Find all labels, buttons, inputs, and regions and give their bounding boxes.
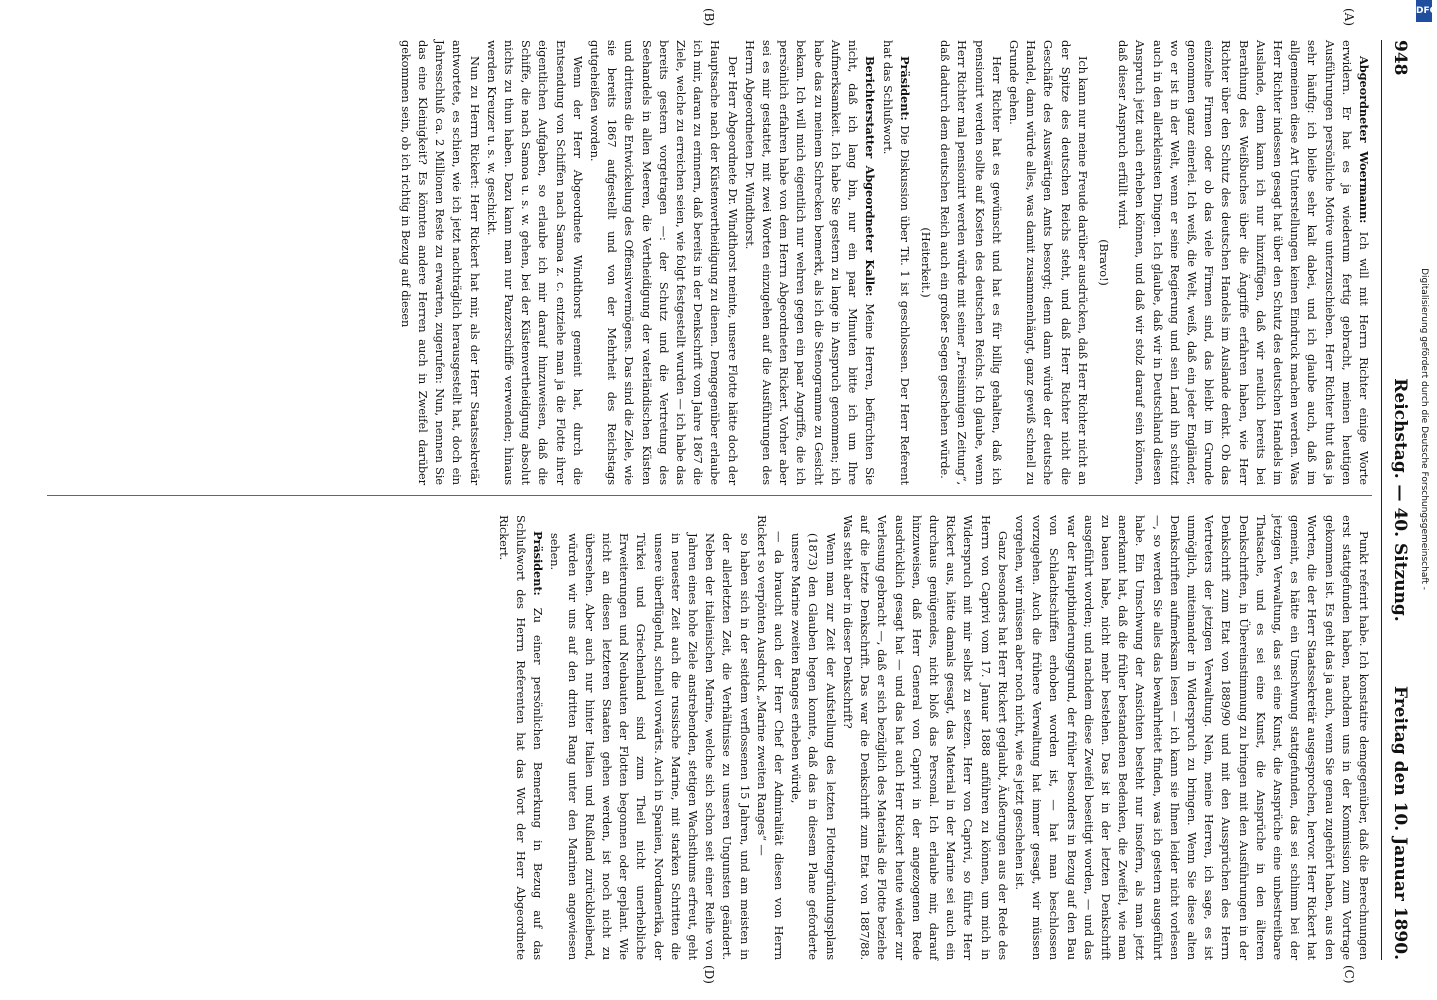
paragraph [936,40,1005,485]
header-rule [1381,40,1382,960]
paragraph-text: (Bravo!) [1096,239,1111,286]
paragraph-text: Der Herr Abgeordnete Dr. Windthorst meinte, unsere Flotte hätte doch der Hauptsache nach der Küstenvertheidigung zu dienen. Demgegenüber erlaube ich mir, daran zu erinnern, daß bereits in der Denkschrift vom Jahre 1867 die Ziele, welche zu erreichen seien, wie folgt festgestellt wurden — ich habe das bereits gestern vorgetragen —: der Schutz und die Vertretung des Seehandels in allen Meeren, die Vertheidigung der vaterländischen Küsten und drittens die Entwickelung des Offensivvermögens. Das sind die Ziele, wie sie bereits 1867 aufgestellt und von der Mehrheit des Reichstags gutgeheißen worden. [588,40,740,485]
paragraph-text: Wenn man zur Zeit der Aufstellung des letzten Flottengründungsplans (1873) den Glauben hegen konnte, daß das in diesem Plane geforderte unsere Marine zweiten Ranges erheben würde, [789,533,838,960]
paragraph [741,40,879,485]
left-column [397,40,1372,485]
paragraph [483,40,586,485]
margin-mark-a: (A) [1342,8,1356,27]
speaker-name: Präsident: [531,531,546,596]
paragraph-text: Wenn der Herr Abgeordnete Windthorst gemeint hat, durch die Entsendung von Schiffen nach Samoa z. c. entziehe man ja die Flotte ihrer eigentlichen Aufgaben, so erlaube ich mir darauf hinzuweisen, daß die Schiffe, die nach Samoa u. s. w. gehen, bei der Küstenvertheidigung absolut nichts zu thun haben. Dazu kann man nur Panzerschiffe verwenden; hinaus werden Kreuzer u. s. w. geschickt. [484,40,585,485]
paragraph-text: Punkt referirt habe. Ich konstatire demgegenüber, daß die Berechnungen erst stattgefunden haben, nachdem uns in der Kommission zum Vortrage gekommen ist. Es geht das ja auch, wenn Sie genau zugehört haben, aus den Worten, die der Herr Staatssekretär ausgesprochen, hervor. Herr Rickert hat gemeint, es hätte ein Umschwung stattgefunden, das sei schlimm bei der jetzigen Verwaltung, das sei eine Kunst, die Ansprüche eine unbestreitbare Thatsache, und es sei eine Kunst, die Ansprüche in den älteren Denkschriften, in Übereinstimmung zu bringen mit den Ausführungen in der Denkschrift zum Etat von 1889/90 und mit den Aussprüchen des Herrn Vertreters der jetzigen Verwaltung. Nein, meine Herren, ich sage, es ist unmöglich, miteinander in Widerspruch zu bringen. Wenn Sie diese alten Denkschriften aufmerksam lesen — ich kann sie Ihnen leider nicht vorlesen —, so werden Sie alles das bewahrheitet finden, was ich gestern ausgeführt habe. Ein Umschwung der Ansichten besteht nur insofern, als man jetzt anerkannt hat, daß die früher bestandenen Bedenken, die Zweifel, wie man zu bauen habe, nicht mehr bestehen. Das ist in der letzten Denkschrift ausgeführt worden; und nachdem diese Zweifel beseitigt worden, — und das war der Hauptbinderungsgrund, der früher besonders in Bezug auf den Bau von Schlachtschiffen erhoben worden ist, — hat man beschlossen vorzugehen. Auch die frühere Verwaltung hat immer gesagt, wir müssen vorgehen, wir müssen aber noch nicht, wie es jetzt geschehen ist. [1012,515,1371,960]
dfg-logo: DFG [1416,0,1432,22]
paragraph-text: Ich kann nur meine Freude darüber ausdrücken, daß Herr Richter nicht an der Spitze des deutschen Reichs steht, und daß Herr Richter nicht die Geschäfte des Auswärtigen Amts besorgt; denn dann würde der deutsche Handel, dann würde alles, was damit zusammenhängt, ganz gewiß schnell zu Grunde gehen. [1006,40,1090,485]
paragraph [495,515,547,960]
paragraph [917,40,934,485]
speaker-name: Berichterstatter Abgeordneter Kalle: [863,56,878,297]
paragraph-text: (Heiterkeit.) [918,227,933,298]
paragraph-text: Nun zu Herrn Rickert: Herr Rickert hat mir, als der Herr Staatssekretär antwortete, es schien, wie ich jetzt nachträglich herausgestellt hat, doch ein Jahresschluß ca. 2 Millionen Reste zu erwarten, zugerufen: Nun, nennen Sie das eine Kleinigkeit? Es könnten andere Herren auch in Zweifel darüber gekommen sein, ob ich richtig in Bezug auf diesen [398,40,482,485]
paragraph-text: Herr Richter hat es gewünscht und hat es für billig gehalten, daß ich pensionirt werden sollte auf Kosten des deutschen Reichs. Ich glaube, wenn Herr Richter mal pensionirt werden würde mit seiner „Freisinnigen Zeitung“, daß dadurch dem deutschen Reich auch ein großer Segen geschehen würde. [938,40,1004,485]
paragraph-text: Ganz besonders hat Herr Rickert geglaubt, Äußerungen aus der Rede des Herrn von Caprivi vom 17. Januar 1888 anführen zu können, um mich in Widerspruch mit mir selbst zu setzen. Herr von Caprivi, so führte Herr Rickert aus, hätte damals gesagt, das Material in der Marine sei auch ein durchaus genügendes, nicht bloß das Personal. Ich erlaube mir, darauf hinzuweisen, daß Herr General von Caprivi in der angezogenen Rede ausdrücklich gesagt hat — und das hat auch Herr Rickert heute wieder zur Verlesung gebracht —, daß er sich bezüglich des Materials die Flotte beziehe auf die letzte Denkschrift. Das war die Denkschrift zum Etat von 1887/88. Was steht aber in dieser Denkschrift? [840,515,1010,960]
paragraph [1114,40,1372,485]
paragraph [753,515,787,960]
session-date: Freitag den 10. Januar 1890. [1390,685,1410,960]
digitization-note: Digitalisierung gefördert durch die Deutsche Forschungsgemeinschaft - [1419,268,1429,590]
column-divider [47,495,1372,496]
paragraph [787,515,839,960]
speaker-name: Abgeordneter Woermann: [1357,56,1371,224]
document-page [16,0,1416,1000]
paragraph [546,515,752,960]
paragraph [1011,515,1372,960]
paragraph [1095,40,1112,485]
speaker-name: Präsident: [897,56,912,121]
paragraph [397,40,483,485]
digitization-band [1416,0,1437,1000]
right-column [495,515,1372,960]
paragraph-text: Zu einer persönlichen Bemerkung in Bezug auf das Schlußwort des Herrn Referenten hat das Wort der Herr Abgeordnete Rickert. [496,515,546,960]
session-title: Reichstag. — 40. Sitzung. [1390,378,1410,622]
margin-mark-c: (C) [1342,965,1356,984]
margin-mark-d: (D) [702,965,716,984]
paragraph-text: — da braucht auch der Herr Chef der Admiralität diesen von Herrn Rickert so verpönten Ausdruck „Marine zweiten Ranges“ — [754,515,787,960]
margin-mark-b: (B) [702,8,716,27]
paragraph [586,40,741,485]
page-number: 948 [1390,40,1410,76]
paragraph-text: Ich will mit Herrn Richter einige Worte erwidern. Er hat es ja wiederum fertig gebracht, meinen heutigen Ausführungen persönliche Motive unterzuschieben. Herr Richter thut das ja sehr häufig: ich bleibe sehr kalt dabei, und ich glaube auch, daß im allgemeinen diese Art Unterstellungen keinen Eindruck machen werden. Was Herr Richter indessen gesagt hat über den Schutz des deutschen Handels im Auslande, denn kann ich nur hinzufügen, daß wir neulich bereits bei Berathung des Weißbuches über die Ängriffe erfahren haben, wie Herr Richter über den Schutz des deutschen Handels im Auslande denkt. Ob das einzelne Firmen oder ob das viele Firmen sind, das bleibt im Grunde genommen ganz einerlei. Ich weiß, die Welt, weiß, daß ein jeder Engländer, wo er ist in der Welt, wenn er seine Regierung und sein Land ihn schützt auch in den allerkleinsten Dingen. Ich glaube, daß wir in Deutschland diesen Anspruch jetzt auch erheben können, und daß wir stolz darauf sein können, daß dieser Anspruch erfüllt wird. [1116,40,1371,485]
paragraph [878,40,912,485]
paragraph [1005,40,1091,485]
running-head [1380,40,1410,960]
paragraph [839,515,1011,960]
paragraph-text: Meine Herren, befürchten Sie nicht, daß ich lang bin, nur ein paar Minuten bitte ich um Ihre Aufmerksamkeit. Ich habe Sie gestern zu lange in Anspruch genommen; ich habe das zu meinem Schrecken bemerkt, als ich die Stenogramme zu Gesicht bekam. Ich will mich eigentlich nur wehren gegen ein paar Angriffe, die ich persönlich erfahren habe von dem Herrn Abgeordneten Rickert. Vorher aber sei es mir gestattet, mit zwei Worten einzugehen auf die Ausführungen des Herrn Abgeordneten Dr. Windthorst. [742,40,878,485]
paragraph-text: Die Diskussion über Tit. 1 ist geschlossen. Der Herr Referent hat das Schlußwort. [880,40,912,485]
paragraph-text: so haben sich in der seitdem verflossenen 15 Jahren, und am meisten in der allerletzten Zeit, die Verhältnisse zu unseren Ungunsten geändert. Neben der italienischen Marine, welche sich schon seit einer Reihe von Jahren eines hohe Ziele anstrebenden, stetigen Wachsthums erfreut, geht in neuester Zeit auch die russische Marine, mit starken Schritten die unsere überflügelnd, schnell vorwärts. Auch in Spanien, Nordamerika, der Türkei und Griechenland sind zum Theil nicht unerhebliche Erweiterungen und Neubauten der Flotten begonnen oder geplant. Wie nicht an diesen letzteren Staaten gehen werden, ist noch nicht zu übersehen. Aber auch nur hinter Italien und Rußland zurückbleibend, würden wir uns auf den dritten Rang unter den Marinen angewiesen sehen. [548,533,752,960]
